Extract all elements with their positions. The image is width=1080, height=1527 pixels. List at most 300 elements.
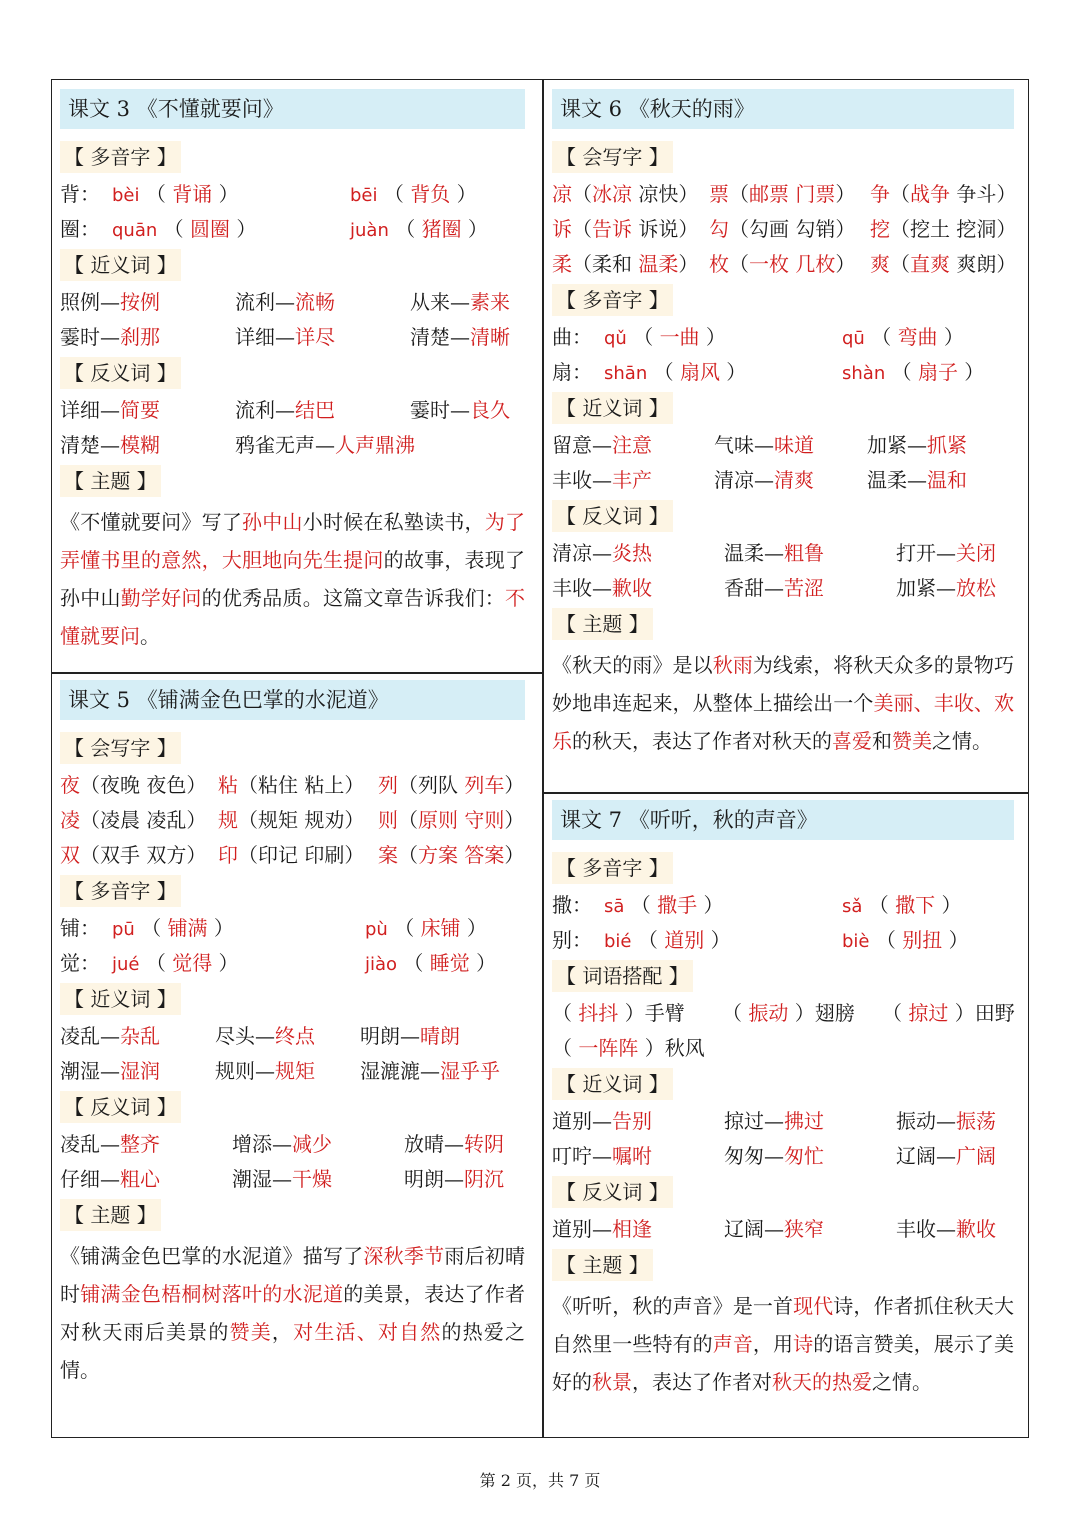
pinyin: jué [112,954,140,975]
writing-row [552,212,1017,247]
reading-1 [604,923,731,959]
paren: （ [890,252,910,276]
synonym-row [60,285,525,320]
antonym-pair [60,428,160,463]
paren: （ [139,951,173,975]
writing-entry [870,177,1016,212]
highlight-text: 为了弄懂书里的意然，大胆地向先生提问 [60,510,526,572]
paren: ） [461,217,488,241]
antonym-pair [404,1162,504,1197]
lesson-7-section [552,800,1014,1401]
body-text: ，用 [752,1332,794,1356]
synonym-pair [714,463,814,498]
writing-char: 枚 [709,252,729,276]
pinyin: bèi [112,185,140,206]
paren: （ [729,252,749,276]
synonym-row [552,1139,1014,1174]
answer-word: 一阵阵 [578,1036,639,1060]
answer-word: 粗心 [120,1167,160,1191]
answer-word: 关闭 [956,541,996,565]
writing-char: 诉 [552,217,572,241]
synonym-pair [410,285,510,320]
paren: （ [552,1001,579,1025]
lesson-5-title: 课文 5 《铺满金色巴掌的水泥道》 [60,680,525,720]
body-text: 的语言赞美，展示了美好的 [552,1332,1015,1394]
word: 霎时— [60,325,120,349]
highlight-text: 对生活、对自然 [293,1320,442,1344]
paren: （ [885,360,918,384]
antonym-row [60,393,525,428]
writing-char: 票 [709,182,729,206]
paren: （ [377,182,411,206]
writing-char: 印 [218,843,238,867]
paren: ） [788,1001,815,1025]
paren: （ [80,773,100,797]
antonym-pair [724,1212,824,1247]
paren: ） [504,808,525,832]
example-word: 冰凉 [592,182,632,206]
example-word: 爽朗 [956,252,997,276]
word: 温柔— [867,468,927,492]
antonym-row [60,1127,525,1162]
synonym-pair [714,428,814,463]
answer-word: 湿润 [120,1059,160,1083]
lesson-6-title: 课文 6 《秋天的雨》 [552,89,1014,129]
example-word: 诉说 [638,217,679,241]
paren: （ [882,1001,909,1025]
synonym-pair [235,320,335,355]
example-word: 凉快 [638,182,679,206]
polyphone-row [60,911,525,946]
pinyin: qū [842,328,865,349]
paren: （ [572,182,592,206]
paren: （ [139,182,173,206]
paren: ） [638,1036,665,1060]
polyphone-row [552,923,1014,958]
antonym-row [552,1212,1014,1247]
pinyin: pù [365,919,388,940]
synonym-pair [60,1019,160,1054]
writing-row [60,768,525,803]
antonym-pair [60,1162,160,1197]
page-footer: 第 2 页，共 7 页 [479,1471,601,1490]
antonym-row [552,571,1014,606]
answer-word: 杂乱 [120,1024,160,1048]
body-text: 。 [140,624,160,648]
answer-word: 味道 [774,433,814,457]
word: 详细— [235,325,295,349]
example-word: 答案 [464,843,505,867]
word: 秋风 [664,1036,705,1060]
example-word: 规矩 [258,808,298,832]
antonym-pair [235,393,335,428]
collocation-entry [552,996,685,1031]
writing-entry [378,803,524,838]
synonym-pair [360,1019,460,1054]
answer-word: 振荡 [956,1109,996,1133]
lesson-5-antonym-tag: 【 反义词 】 [60,1091,181,1123]
example-word: 印刷 [304,843,345,867]
example-word: 道别 [664,928,705,952]
writing-char: 则 [378,808,398,832]
word: 加紧— [896,576,956,600]
body-text: 的秋天，表达了作者对秋天的 [572,729,832,753]
writing-char: 争 [870,182,890,206]
writing-entry [552,212,698,247]
paren: ） [207,916,234,940]
answer-word: 流畅 [295,290,335,314]
writing-char: 列 [378,773,398,797]
antonym-row [60,428,525,463]
antonym-pair [724,571,824,606]
body-text: 《听听，秋的声音》是一首 [552,1294,794,1318]
answer-word: 抓紧 [927,433,967,457]
synonym-pair [60,285,160,320]
polyphone-row [60,177,525,212]
highlight-text: 孙中山 [242,510,303,534]
example-word: 规劝 [304,808,345,832]
example-word: 扇子 [917,360,958,384]
word: 从来— [410,290,470,314]
answer-word: 嘱咐 [612,1144,652,1168]
example-word: 双方 [146,843,187,867]
polyphone-char: 铺： [60,916,100,940]
paren: ） [460,916,487,940]
body-text: 小时候在私塾读书， [302,510,485,534]
paren: ） [504,773,525,797]
paren: （ [890,182,910,206]
lesson-3-antonym-tag: 【 反义词 】 [60,357,181,389]
row-divider-right [542,792,1029,794]
paren: （ [869,928,903,952]
paren: ） [957,360,985,384]
answer-word: 简要 [120,398,160,422]
synonym-pair [552,1104,652,1139]
example-word: 门票 [795,182,836,206]
lesson-3-theme-text [60,503,525,655]
paren: （ [398,843,418,867]
polyphone-row [60,212,525,247]
body-text: 的美景，表达了作者对秋天雨后美景的 [60,1282,526,1344]
paren: （ [80,808,100,832]
polyphone-char: 圈： [60,217,100,241]
paren: ） [230,217,257,241]
synonym-row [60,1019,525,1054]
example-word: 扇风 [679,360,720,384]
answer-word: 注意 [612,433,652,457]
paren: ） [469,951,497,975]
paren: （ [572,252,592,276]
pinyin: qǔ [604,328,627,349]
column-divider [542,79,544,1438]
highlight-text: 不懂就要问 [60,586,526,648]
answer-word: 清晰 [470,325,510,349]
word: 尽头— [215,1024,275,1048]
word: 潮湿— [60,1059,120,1083]
example-word: 睡觉 [429,951,470,975]
example-word: 别扭 [902,928,943,952]
paren: （ [890,217,910,241]
word: 香甜— [724,576,784,600]
answer-word: 抖抖 [578,1001,619,1025]
paren: （ [624,893,658,917]
body-text: 之情。 [932,729,992,753]
paren: ） [618,1001,645,1025]
lesson-7-theme-tag: 【 主题 】 [552,1249,653,1281]
lesson-6-theme-tag: 【 主题 】 [552,608,653,640]
lesson-5-synonym-tag: 【 近义词 】 [60,983,181,1015]
lesson-3-theme-tag: 【 主题 】 [60,465,161,497]
highlight-text: 秋雨 [712,653,753,677]
lesson-7-theme-text [552,1287,1014,1401]
synonym-row [60,320,525,355]
pinyin: sā [604,896,625,917]
paren: ） [937,325,964,349]
antonym-pair [896,1212,996,1247]
reading-2 [842,888,962,924]
lesson-6-polyphone-tag: 【 多音字 】 [552,284,673,316]
writing-entry [552,177,698,212]
lesson-5-theme-text [60,1237,525,1389]
pinyin: bié [604,931,632,952]
example-word: 背诵 [172,182,213,206]
reading-2 [350,177,477,213]
example-word: 挖土 [910,217,950,241]
writing-entry [218,768,364,803]
collocation-entry [722,996,855,1031]
lesson-3-section [60,89,525,655]
example-word: 柔和 [592,252,632,276]
answer-word: 阴沉 [464,1167,504,1191]
pinyin: jiào [365,954,398,975]
word: 田野 [974,1001,1015,1025]
word: 放晴— [404,1132,464,1156]
polyphone-char: 别： [552,928,592,952]
pinyin: sǎ [842,896,863,917]
paren: （ [729,182,749,206]
paren: （ [397,951,430,975]
synonym-pair [867,428,967,463]
synonym-pair [896,1139,996,1174]
synonym-row [552,463,1014,498]
example-word: 温柔 [638,252,679,276]
word: 湿漉漉— [360,1059,440,1083]
paren: （ [80,843,100,867]
highlight-text: 秋景 [592,1370,632,1394]
paren: （ [238,773,258,797]
word: 温柔— [724,541,784,565]
answer-word: 干燥 [292,1167,332,1191]
lesson-7-title: 课文 7 《听听，秋的声音》 [552,800,1014,840]
antonym-pair [724,536,824,571]
example-word: 猪圈 [421,217,462,241]
word: 辽阔— [896,1144,956,1168]
answer-word: 歉收 [956,1217,996,1241]
synonym-pair [552,463,652,498]
paren: （ [729,217,749,241]
writing-char: 柔 [552,252,572,276]
lesson-7-polyphone-tag: 【 多音字 】 [552,852,673,884]
lesson-6-theme-text [552,646,1014,760]
answer-word: 刹那 [120,325,160,349]
antonym-pair [552,536,652,571]
answer-word: 人声鼎沸 [335,433,415,457]
word: 仔细— [60,1167,120,1191]
paren: ） [186,843,207,867]
paren: ） [704,928,731,952]
paren: （ [134,916,168,940]
writing-entry [870,247,1016,282]
writing-row [60,803,525,838]
paren: （ [157,217,190,241]
pinyin: juàn [350,220,389,241]
example-word: 双手 [100,843,140,867]
body-text: 《铺满金色巴掌的水泥道》描写了 [60,1244,364,1268]
pinyin: shàn [842,363,886,384]
example-word: 一曲 [659,325,700,349]
example-word: 凌晨 [100,808,140,832]
highlight-text: 诗 [793,1332,814,1356]
answer-word: 温和 [927,468,967,492]
writing-entry [218,803,364,838]
answer-word: 炎热 [612,541,652,565]
word: 手臂 [644,1001,685,1025]
example-word: 挖洞 [956,217,997,241]
writing-char: 夜 [60,773,80,797]
synonym-pair [410,320,510,355]
paren: （ [626,325,660,349]
writing-char: 爽 [870,252,890,276]
reading-2 [350,212,488,248]
word: 霎时— [410,398,470,422]
antonym-pair [896,536,996,571]
body-text: 《不懂就要问》写了 [60,510,243,534]
answer-word: 拂过 [784,1109,824,1133]
reading-1 [112,946,239,982]
pinyin: quān [112,220,158,241]
lesson-7-collocation-tag: 【 词语搭配 】 [552,960,693,992]
answer-word: 放松 [956,576,996,600]
paren: ） [344,843,365,867]
answer-word: 详尽 [295,325,335,349]
body-text: ，表达了作者对 [632,1370,772,1394]
writing-entry [60,768,206,803]
example-word: 争斗 [956,182,997,206]
answer-word: 匆忙 [784,1144,824,1168]
paren: （ [398,808,418,832]
highlight-text: 赞美 [229,1320,272,1344]
writing-row [552,177,1017,212]
example-word: 夜晚 [100,773,140,797]
antonym-pair [60,393,160,428]
example-word: 弯曲 [897,325,938,349]
answer-word: 丰产 [612,468,652,492]
paren: ） [186,773,207,797]
example-word: 方案 [418,843,458,867]
polyphone-char: 背： [60,182,100,206]
paren: ） [996,252,1017,276]
reading-2 [365,911,487,947]
paren: ） [935,893,962,917]
answer-word: 终点 [275,1024,315,1048]
answer-word: 晴朗 [420,1024,460,1048]
answer-word: 告别 [612,1109,652,1133]
paren: ） [678,252,699,276]
lesson-5-writing-tag: 【 会写字 】 [60,732,181,764]
writing-entry [709,212,855,247]
antonym-pair [552,1212,652,1247]
lesson-6-synonym-tag: 【 近义词 】 [552,392,673,424]
synonym-pair [552,428,652,463]
word: 潮湿— [232,1167,292,1191]
reading-1 [112,177,239,213]
lesson-6-antonym-tag: 【 反义词 】 [552,500,673,532]
row-divider-left [51,672,543,674]
word: 鸦雀无声— [235,433,335,457]
paren: （ [647,360,680,384]
word: 气味— [714,433,774,457]
synonym-pair [552,1139,652,1174]
word: 照例— [60,290,120,314]
reading-2 [842,355,984,391]
paren: ） [948,1001,975,1025]
antonym-pair [235,428,415,463]
collocation-row [552,996,1014,1031]
word: 增添— [232,1132,292,1156]
highlight-text: 赞美 [892,729,932,753]
writing-char: 凉 [552,182,572,206]
paren: ） [719,360,747,384]
paren: ） [504,843,525,867]
paren: ） [186,808,207,832]
body-text: 的热爱之情。 [60,1320,526,1382]
paren: （ [552,1036,579,1060]
body-text: 雨后初晴时 [60,1244,526,1306]
highlight-text: 现代 [793,1294,834,1318]
body-text: 《秋天的雨》是以 [552,653,713,677]
example-word: 列车 [464,773,505,797]
synonym-pair [360,1054,500,1089]
highlight-text: 喜爱 [832,729,872,753]
example-word: 邮票 [749,182,789,206]
synonym-pair [215,1019,315,1054]
paren: ） [699,325,726,349]
answer-word: 模糊 [120,433,160,457]
word: 详细— [60,398,120,422]
word: 清楚— [60,433,120,457]
word: 打开— [896,541,956,565]
polyphone-char: 扇： [552,360,592,384]
example-word: 粘住 [258,773,298,797]
word: 留意— [552,433,612,457]
word: 翅膀 [814,1001,855,1025]
word: 振动— [896,1109,956,1133]
polyphone-row [552,888,1014,923]
answer-word: 素来 [470,290,510,314]
synonym-row [552,1104,1014,1139]
pinyin: biè [842,931,870,952]
reading-2 [365,946,496,982]
word: 清楚— [410,325,470,349]
reading-1 [112,212,256,248]
answer-word: 清爽 [774,468,814,492]
reading-2 [842,320,964,356]
highlight-text: 铺满金色梧桐树落叶的水泥道 [80,1282,344,1306]
word: 丰收— [896,1217,956,1241]
antonym-pair [232,1162,332,1197]
paren: ） [678,182,699,206]
answer-word: 苦涩 [784,576,824,600]
